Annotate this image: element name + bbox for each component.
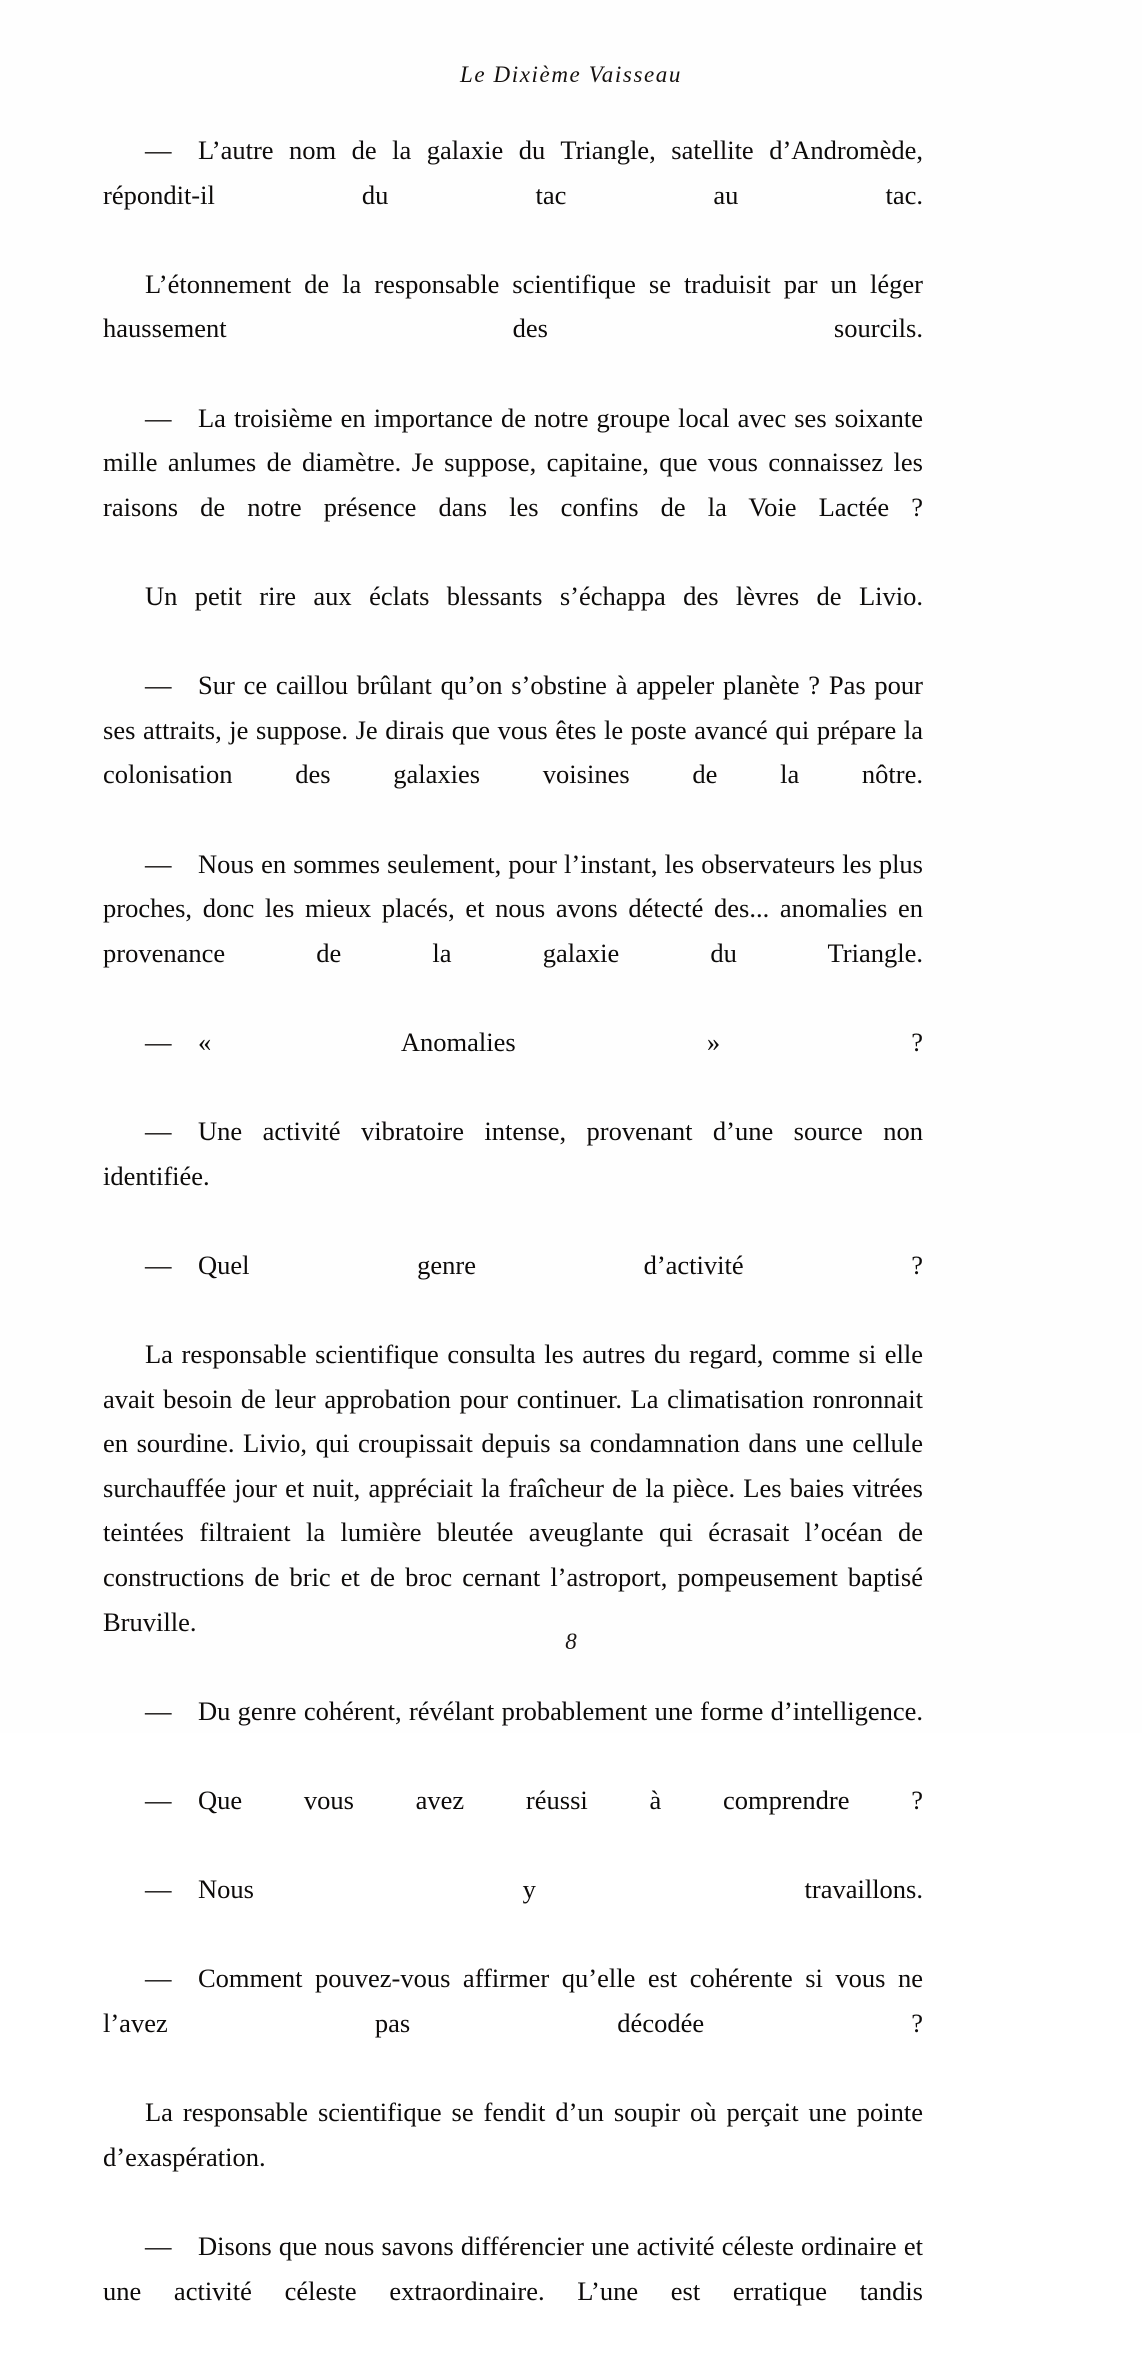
paragraph: — Nous en sommes seulement, pour l’instant, les observateurs les plus proches, donc les mieux placés, et nous avons détecté des... anomalies en provenance de la galaxie du Triangle.	[103, 848, 923, 968]
running-head: Le Dixième Vaisseau	[459, 62, 683, 87]
paragraph: — La troisième en importance de notre groupe local avec ses soixante mille anlumes de diamètre. Je suppose, capitaine, que vous connaissez les raisons de notre présence dans les confins de la Voie Lactée ?	[103, 402, 923, 522]
paragraph: — Disons que nous savons différencier une activité céleste ordinaire et une activité céleste extraordinaire. L’une est erratique tandis	[103, 2230, 923, 2306]
paragraph: L’étonnement de la responsable scientifique se traduisit par un léger haussement des sourcils.	[103, 268, 923, 344]
em-dash: —	[145, 848, 172, 879]
paragraph: — L’autre nom de la galaxie du Triangle, satellite d’Andromède, répondit-il du tac au tac.	[103, 135, 923, 210]
paragraph: — Sur ce caillou brûlant qu’on s’obstine à appeler planète ? Pas pour ses attraits, je suppose. Je dirais que vous êtes le poste avancé qui prépare la colonisation des galaxies voisines de la nôtre.	[103, 670, 923, 790]
em-dash: —	[145, 135, 172, 165]
em-dash: —	[145, 402, 172, 433]
em-dash: —	[145, 1026, 172, 1057]
em-dash: —	[145, 1116, 172, 1147]
paragraph: La responsable scientifique se fendit d’un soupir où perçait une pointe d’exaspération.	[103, 2097, 923, 2172]
paragraph: — Comment pouvez-vous affirmer qu’elle est cohérente si vous ne l’avez pas décodée ?	[103, 1963, 923, 2038]
em-dash: —	[145, 1874, 172, 1905]
paragraph: — Quel genre d’activité ?	[145, 1249, 923, 1280]
em-dash: —	[145, 670, 172, 701]
paragraph: — « Anomalies » ?	[145, 1026, 923, 1057]
paragraph: — Nous y travaillons.	[145, 1874, 923, 1905]
em-dash: —	[145, 1963, 172, 1994]
em-dash: —	[145, 2230, 172, 2261]
em-dash: —	[145, 1784, 172, 1815]
paragraph: — Du genre cohérent, révélant probablement une forme d’intelligence.	[145, 1695, 923, 1726]
paragraph: — Une activité vibratoire intense, provenant d’une source non identifiée.	[103, 1116, 923, 1191]
paragraph: Un petit rire aux éclats blessants s’échappa des lèvres de Livio.	[145, 580, 923, 611]
paragraph: La responsable scientifique consulta les autres du regard, comme si elle avait besoin de leur approbation pour continuer. La climatisation ronronnait en sourdine. Livio, qui croupissait depuis sa condamnation dans une cellule surchauffée jour et nuit, appréciait la fraîcheur de la pièce. Les baies vitrées teintées filtraient la lumière bleutée aveuglante qui écrasait l’océan de constructions de bric et de broc cernant l’astroport, pompeusement baptisé Bruville.	[103, 1339, 923, 1637]
em-dash: —	[145, 1249, 172, 1280]
em-dash: —	[145, 1695, 172, 1726]
paragraph: — Que vous avez réussi à comprendre ?	[145, 1784, 923, 1815]
body-text-block	[103, 128, 923, 2358]
page-number: 8	[565, 1629, 577, 1654]
